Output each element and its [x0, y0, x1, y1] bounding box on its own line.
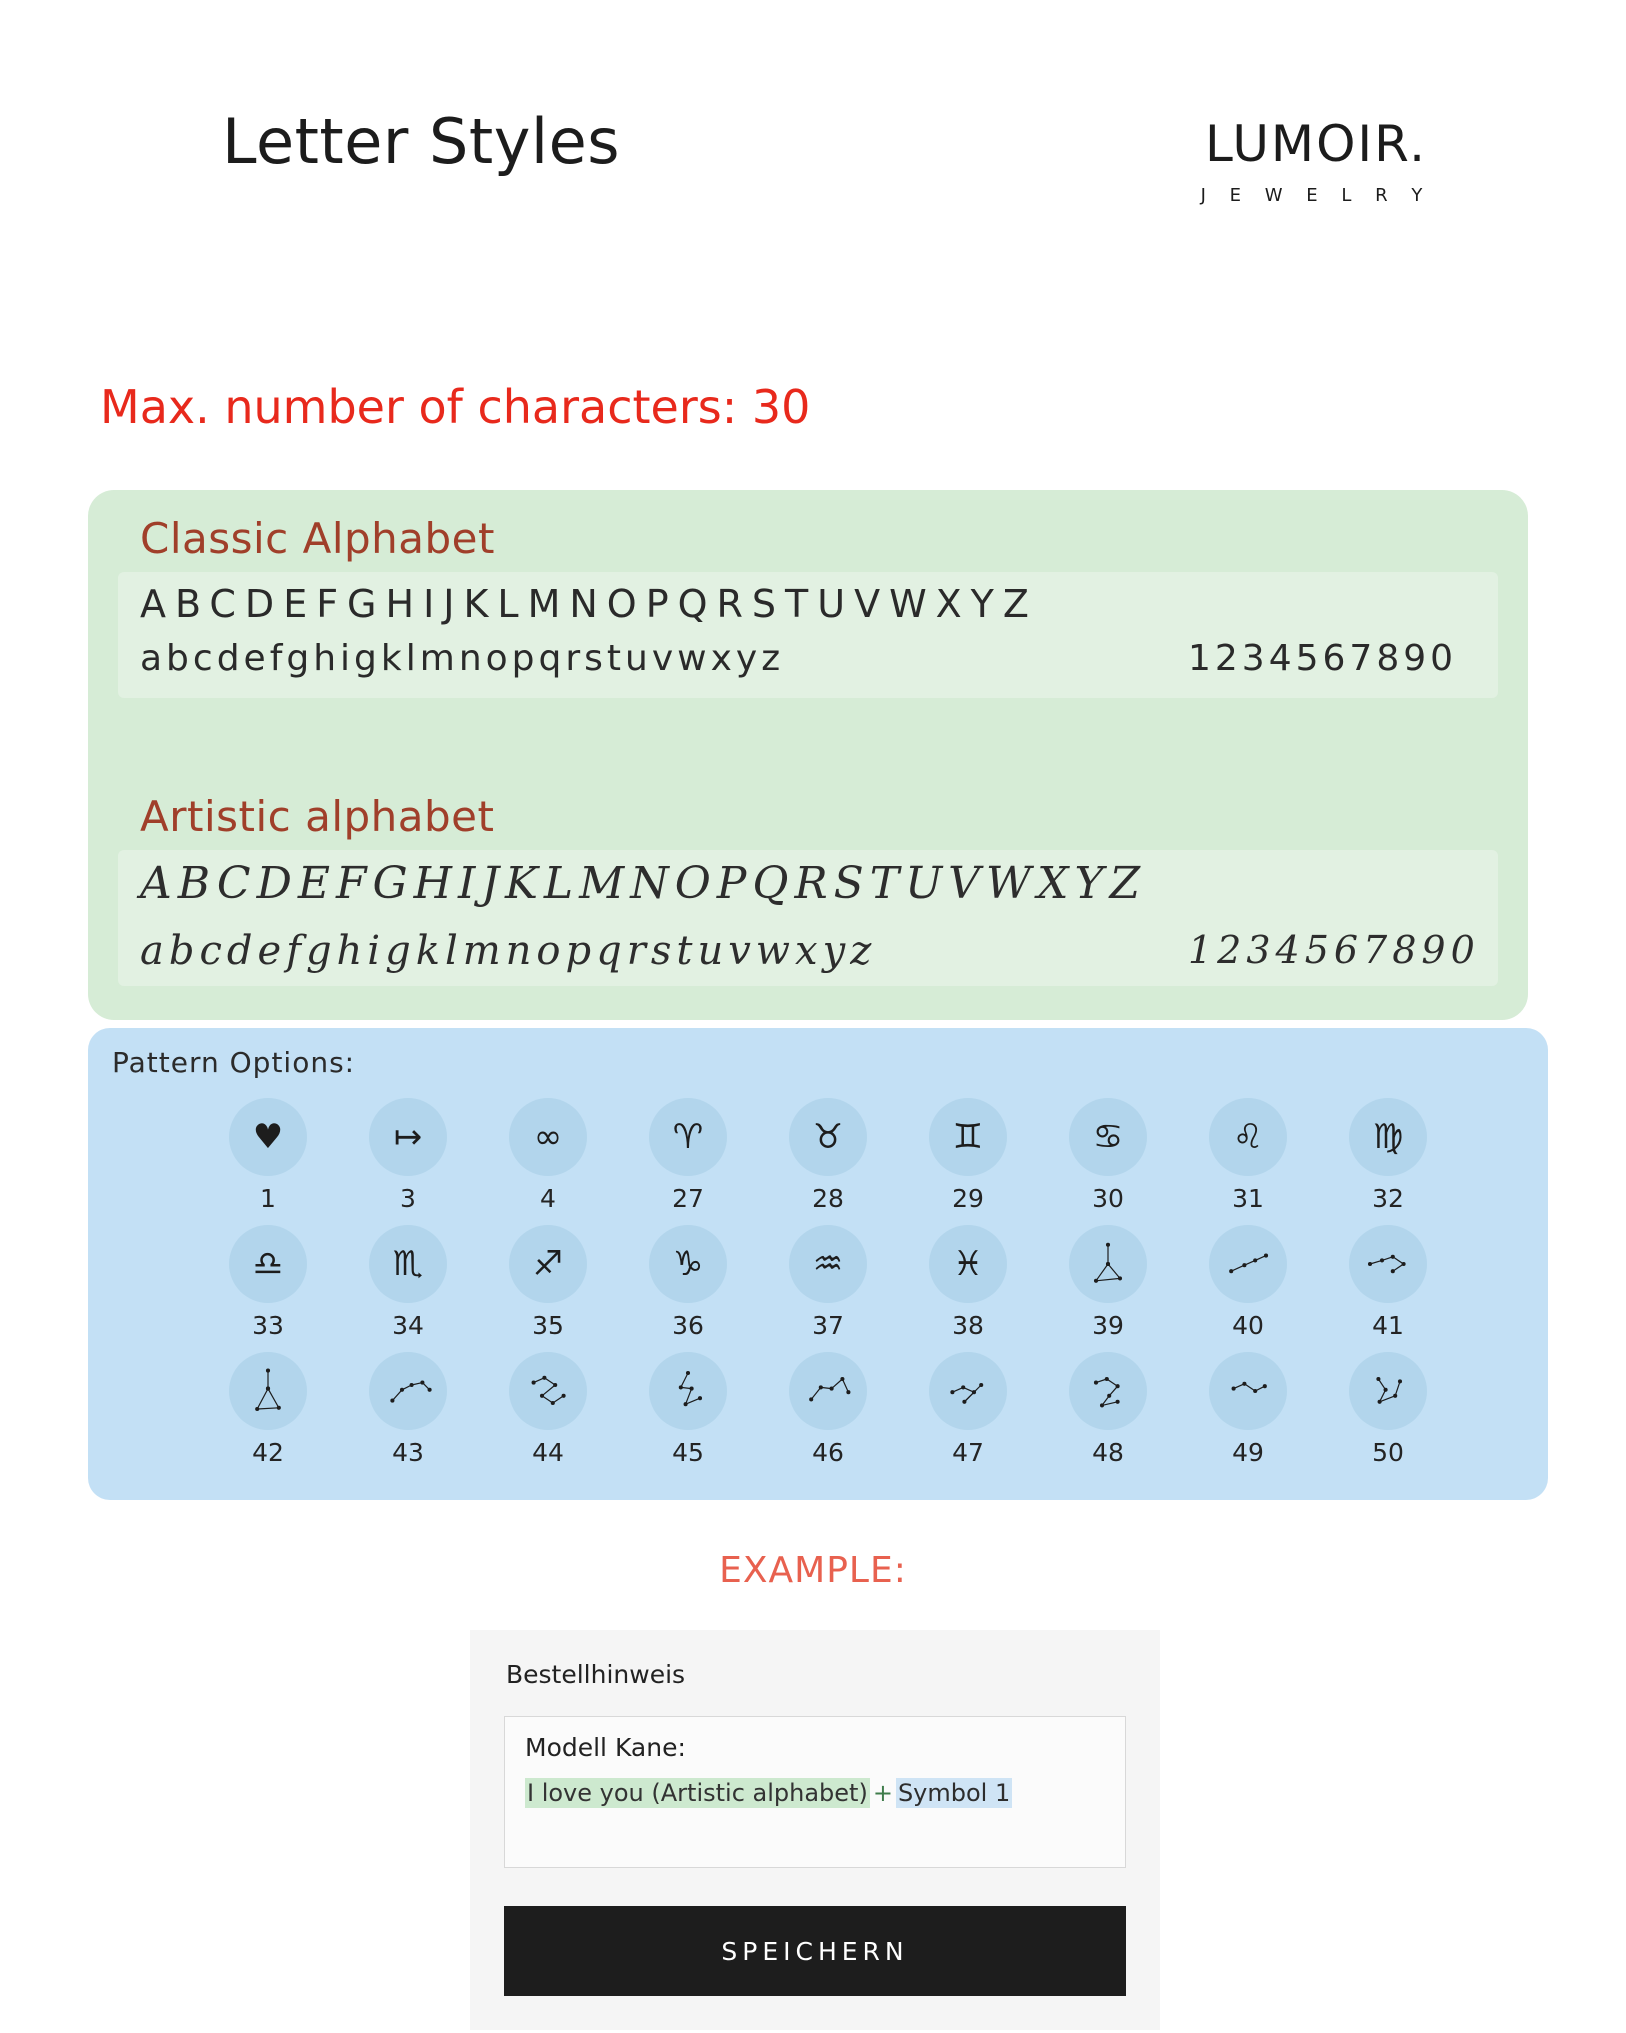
pattern-option-number: 4: [540, 1184, 556, 1213]
scorpio-icon: ♏: [369, 1225, 447, 1303]
pattern-option-4[interactable]: [478, 1098, 618, 1213]
pattern-option-number: 30: [1092, 1184, 1124, 1213]
pattern-option-44[interactable]: [478, 1352, 618, 1467]
infinity-icon: ∞: [509, 1098, 587, 1176]
alphabet-panel: [88, 490, 1528, 1020]
classic-uppercase-row: ABCDEFGHIJKLMNOPQRSTUVWXYZ: [140, 582, 1038, 626]
pattern-option-32[interactable]: [1318, 1098, 1458, 1213]
artistic-alphabet-heading: Artistic alphabet: [140, 792, 495, 841]
libra-icon: ♎: [229, 1225, 307, 1303]
pattern-option-number: 34: [392, 1311, 424, 1340]
pattern-option-number: 36: [672, 1311, 704, 1340]
pattern-option-41[interactable]: [1318, 1225, 1458, 1340]
pattern-option-number: 40: [1232, 1311, 1264, 1340]
order-note-label: Bestellhinweis: [506, 1660, 686, 1689]
pattern-option-number: 47: [952, 1438, 984, 1467]
pattern-option-30[interactable]: [1038, 1098, 1178, 1213]
engraving-text: I love you (Artistic alphabet): [527, 1779, 868, 1807]
constellation-icon: [929, 1352, 1007, 1430]
pattern-option-number: 49: [1232, 1438, 1264, 1467]
pattern-option-47[interactable]: [898, 1352, 1038, 1467]
pattern-option-34[interactable]: [338, 1225, 478, 1340]
leo-icon: ♌: [1209, 1098, 1287, 1176]
pattern-option-28[interactable]: [758, 1098, 898, 1213]
pattern-option-37[interactable]: [758, 1225, 898, 1340]
pattern-option-42[interactable]: [198, 1352, 338, 1467]
pattern-option-number: 50: [1372, 1438, 1404, 1467]
plus-sign: +: [872, 1779, 893, 1807]
pattern-option-1[interactable]: [198, 1098, 338, 1213]
classic-lowercase-row: abcdefghigklmnopqrstuvwxyz: [140, 638, 785, 679]
pattern-option-number: 46: [812, 1438, 844, 1467]
pattern-option-43[interactable]: [338, 1352, 478, 1467]
page-title: Letter Styles: [222, 105, 621, 178]
pattern-option-39[interactable]: [1038, 1225, 1178, 1340]
aquarius-icon: ♒: [789, 1225, 867, 1303]
pattern-option-36[interactable]: [618, 1225, 758, 1340]
pattern-option-49[interactable]: [1178, 1352, 1318, 1467]
pattern-option-number: 39: [1092, 1311, 1124, 1340]
pattern-options-title: Pattern Options:: [112, 1046, 356, 1079]
pattern-option-27[interactable]: [618, 1098, 758, 1213]
classic-alphabet-heading: Classic Alphabet: [140, 514, 495, 563]
order-engraving-line: [525, 1779, 1012, 1807]
pattern-option-number: 27: [672, 1184, 704, 1213]
brand-subtitle: J E W E L R Y: [1200, 185, 1432, 206]
pattern-option-3[interactable]: [338, 1098, 478, 1213]
artistic-lowercase-row: abcdefghigklmnopqrstuvwxyz: [140, 928, 877, 974]
pattern-options-panel: [88, 1028, 1548, 1500]
virgo-icon: ♍: [1349, 1098, 1427, 1176]
constellation-icon: [229, 1352, 307, 1430]
pattern-option-50[interactable]: [1318, 1352, 1458, 1467]
save-button[interactable]: SPEICHERN: [504, 1906, 1126, 1996]
example-title: EXAMPLE:: [719, 1550, 907, 1591]
constellation-icon: [649, 1352, 727, 1430]
pattern-option-35[interactable]: [478, 1225, 618, 1340]
order-note-card: [470, 1630, 1160, 2030]
brand-name: LUMOIR.: [1204, 115, 1428, 173]
pattern-option-40[interactable]: [1178, 1225, 1318, 1340]
pattern-option-45[interactable]: [618, 1352, 758, 1467]
pattern-option-number: 1: [260, 1184, 276, 1213]
constellation-icon: [369, 1352, 447, 1430]
pattern-option-number: 45: [672, 1438, 704, 1467]
pattern-option-number: 29: [952, 1184, 984, 1213]
pattern-option-31[interactable]: [1178, 1098, 1318, 1213]
pattern-option-number: 37: [812, 1311, 844, 1340]
pattern-option-number: 44: [532, 1438, 564, 1467]
pattern-option-number: 3: [400, 1184, 416, 1213]
pattern-options-grid: [198, 1098, 1458, 1467]
cancer-icon: ♋: [1069, 1098, 1147, 1176]
pattern-option-number: 28: [812, 1184, 844, 1213]
arrow-icon: ↦: [369, 1098, 447, 1176]
taurus-icon: ♉: [789, 1098, 867, 1176]
brand-logo: [1156, 115, 1476, 206]
constellation-icon: [1209, 1352, 1287, 1430]
heart-icon: ♥: [229, 1098, 307, 1176]
gemini-icon: ♊: [929, 1098, 1007, 1176]
capricorn-icon: ♑: [649, 1225, 727, 1303]
pisces-icon: ♓: [929, 1225, 1007, 1303]
pattern-option-number: 32: [1372, 1184, 1404, 1213]
pattern-option-38[interactable]: [898, 1225, 1038, 1340]
pattern-option-number: 48: [1092, 1438, 1124, 1467]
pattern-option-number: 35: [532, 1311, 564, 1340]
constellation-icon: [509, 1352, 587, 1430]
page-header: [0, 105, 1626, 265]
symbol-text: Symbol 1: [897, 1779, 1011, 1807]
artistic-digits-row: 1234567890: [1188, 928, 1480, 972]
pattern-option-48[interactable]: [1038, 1352, 1178, 1467]
order-note-input[interactable]: [504, 1716, 1126, 1868]
constellation-icon: [1349, 1225, 1427, 1303]
constellation-icon: [1069, 1352, 1147, 1430]
constellation-icon: [789, 1352, 867, 1430]
artistic-uppercase-row: ABCDEFGHIJKLMNOPQRSTUVWXYZ: [140, 858, 1147, 909]
order-model-line: Modell Kane:: [525, 1733, 686, 1762]
classic-digits-row: 1234567890: [1188, 638, 1458, 679]
constellation-icon: [1069, 1225, 1147, 1303]
pattern-option-number: 33: [252, 1311, 284, 1340]
constellation-icon: [1209, 1225, 1287, 1303]
pattern-option-29[interactable]: [898, 1098, 1038, 1213]
pattern-option-number: 38: [952, 1311, 984, 1340]
pattern-option-46[interactable]: [758, 1352, 898, 1467]
constellation-icon: [1349, 1352, 1427, 1430]
max-characters-note: Max. number of characters: 30: [100, 380, 811, 434]
sagittarius-icon: ♐: [509, 1225, 587, 1303]
pattern-option-number: 42: [252, 1438, 284, 1467]
pattern-option-number: 43: [392, 1438, 424, 1467]
aries-icon: ♈: [649, 1098, 727, 1176]
pattern-option-number: 41: [1372, 1311, 1404, 1340]
pattern-option-33[interactable]: [198, 1225, 338, 1340]
pattern-option-number: 31: [1232, 1184, 1264, 1213]
